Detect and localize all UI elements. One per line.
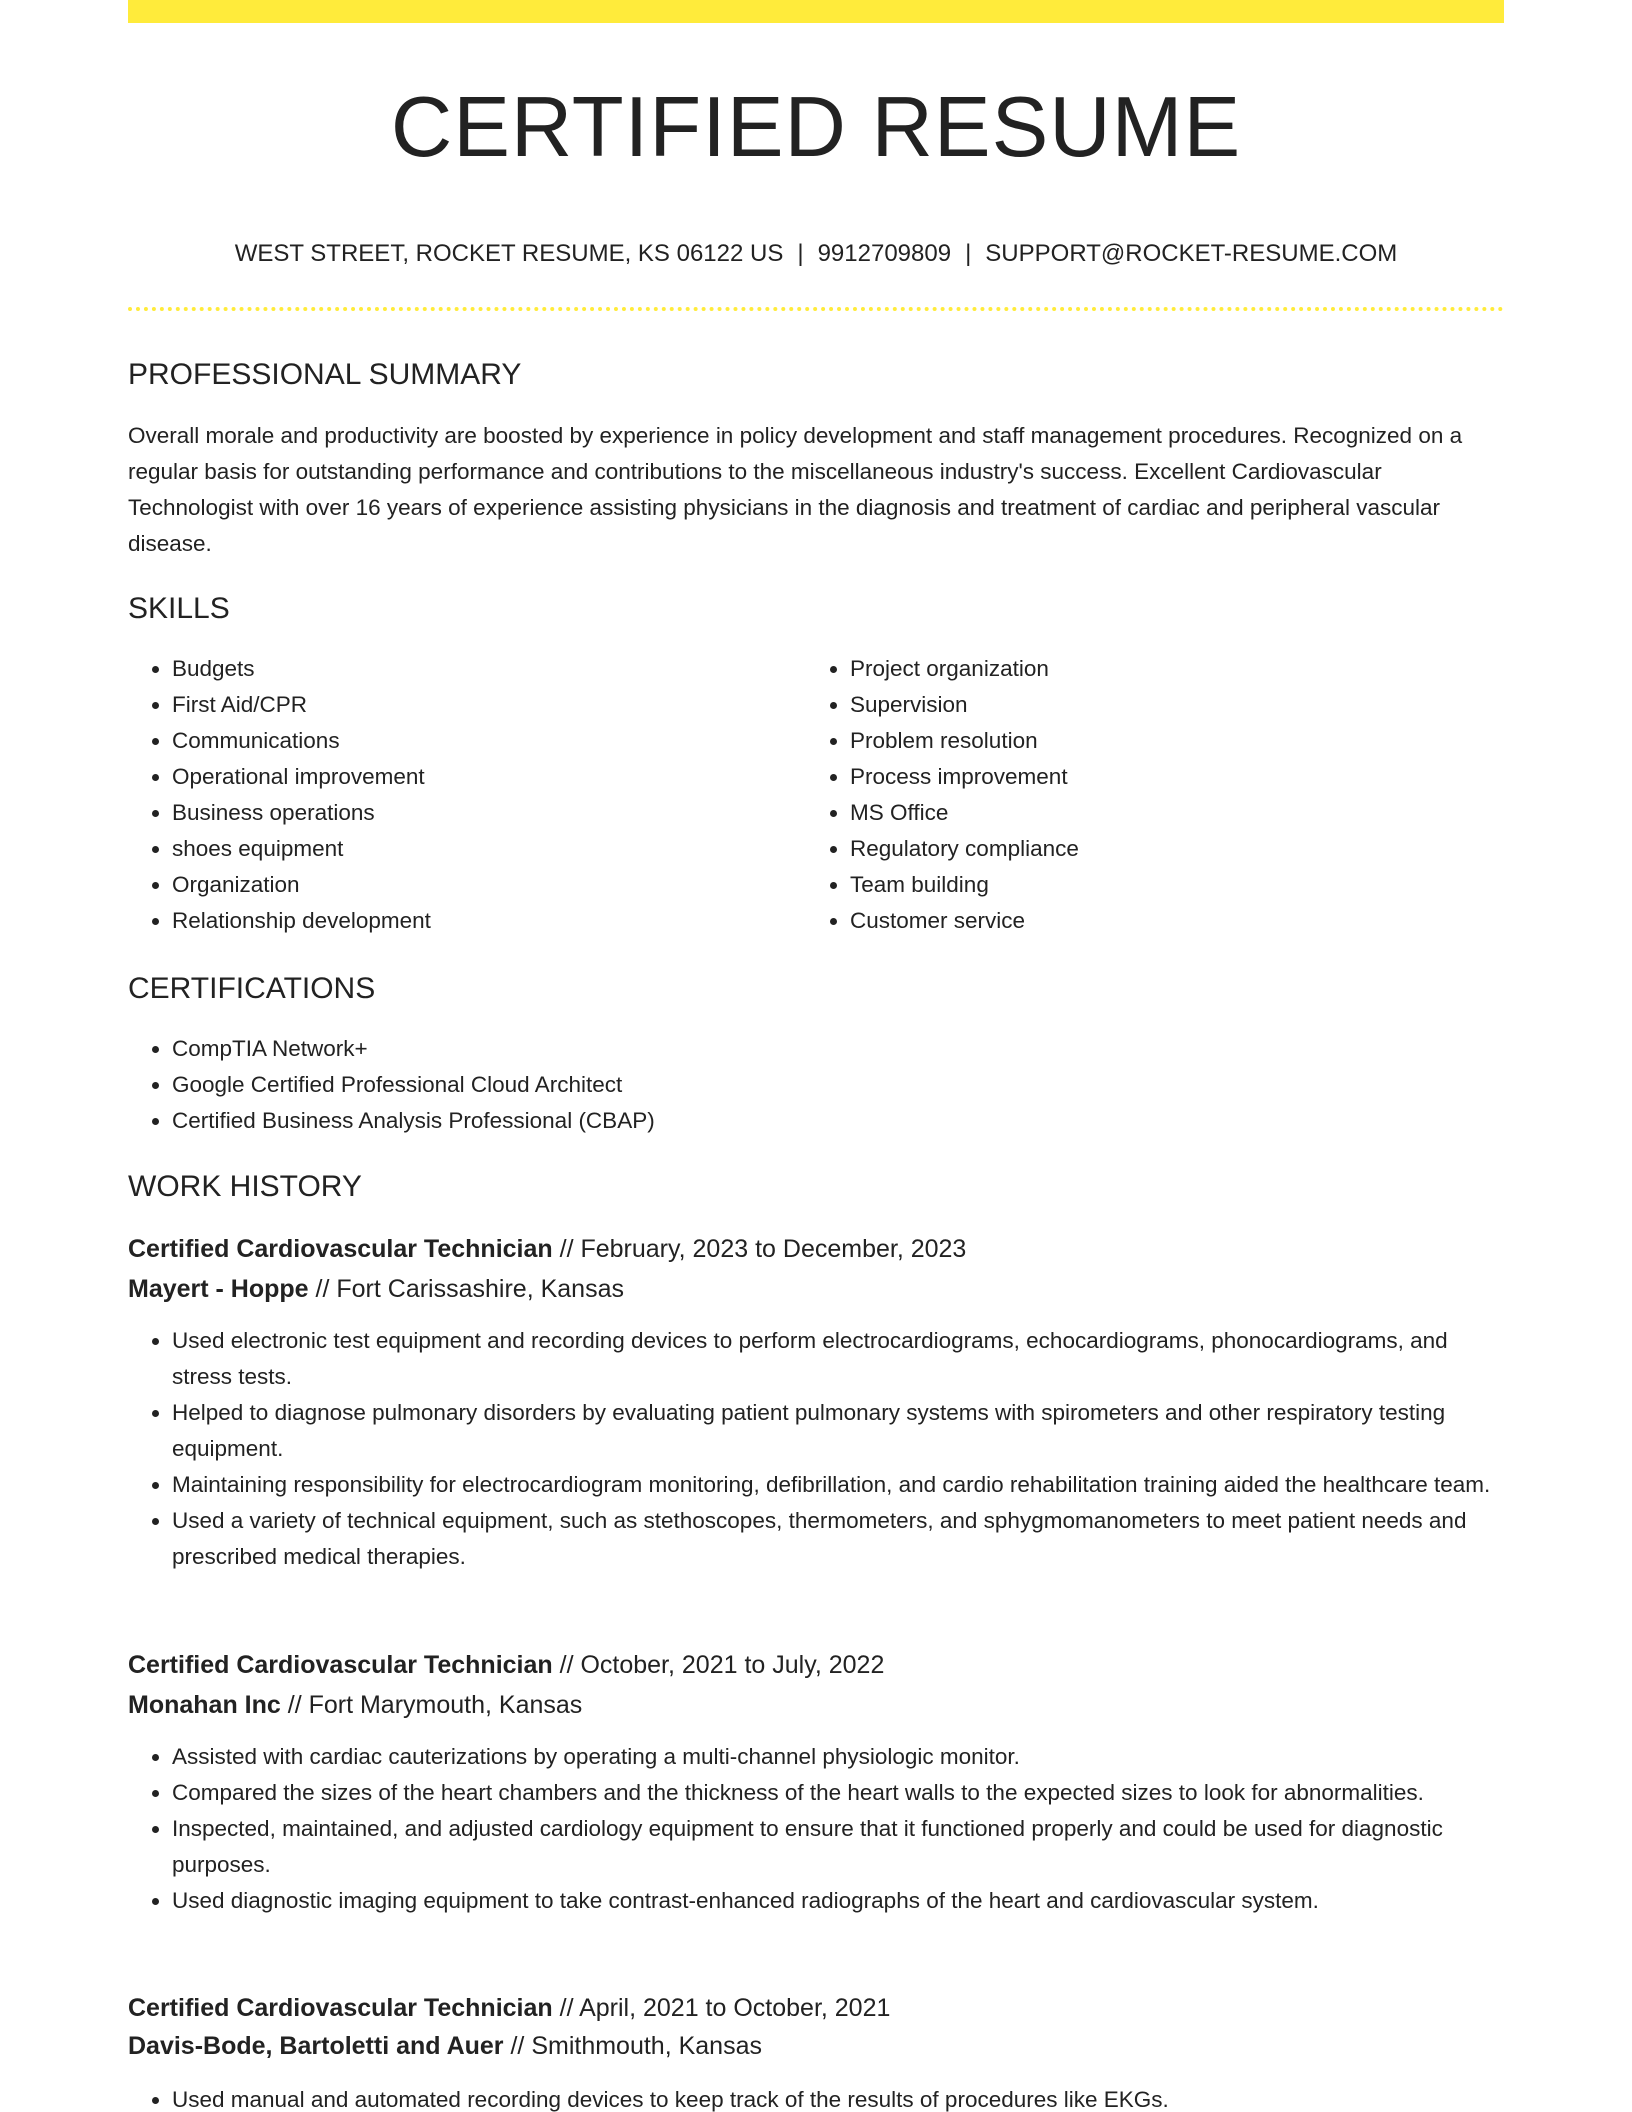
skill-item: • Team building bbox=[850, 867, 1500, 903]
job-role: Certified Cardiovascular Technician bbox=[128, 1994, 553, 2022]
top-accent-bar bbox=[128, 0, 1504, 23]
skill-item: • Customer service bbox=[850, 903, 1500, 939]
job-bullets bbox=[128, 1739, 1504, 1919]
contact-address: WEST STREET, ROCKET RESUME, KS 06122 US bbox=[234, 240, 784, 267]
skills-heading: SKILLS bbox=[128, 592, 230, 625]
job-title-line bbox=[128, 1646, 1504, 1684]
resume-page bbox=[128, 0, 1504, 2112]
job-company: Mayert - Hoppe bbox=[128, 1275, 309, 1303]
contact-line bbox=[128, 238, 1504, 270]
certification-item: • CompTIA Network+ bbox=[172, 1031, 1472, 1067]
skill-item: • shoes equipment bbox=[172, 831, 802, 867]
job-bullets bbox=[128, 2082, 1504, 2112]
job-bullet: • Inspected, maintained, and adjusted cardiology equipment to ensure that it functioned properly and could be used for diagnostic purposes. bbox=[172, 1811, 1504, 1883]
skill-item: • Problem resolution bbox=[850, 723, 1500, 759]
job-location: // Smithmouth, Kansas bbox=[503, 2032, 762, 2060]
skill-item: • Regulatory compliance bbox=[850, 831, 1500, 867]
job-bullet: • Compared the sizes of the heart chambers and the thickness of the heart walls to the expected sizes to look for abnormalities. bbox=[172, 1775, 1504, 1811]
summary-text: Overall morale and productivity are boosted by experience in policy development and staff management procedures. Recognized on a regular basis for outstanding performance and contributions to the miscellaneous industry's success. Excellent Cardiovascular Technologist with over 16 years of experience assisting physicians in the diagnosis and treatment of cardiac and peripheral vascular disease. bbox=[128, 423, 1463, 556]
contact-separator: | bbox=[797, 240, 804, 267]
job-location: // Fort Marymouth, Kansas bbox=[280, 1691, 583, 1719]
contact-separator: | bbox=[965, 240, 972, 267]
job-title-line bbox=[128, 1230, 1504, 1268]
dotted-divider bbox=[128, 307, 1504, 311]
job-dates: // February, 2023 to December, 2023 bbox=[552, 1235, 967, 1263]
skills-list-left bbox=[128, 651, 802, 939]
job-role: Certified Cardiovascular Technician bbox=[128, 1235, 553, 1263]
job-bullet: • Used diagnostic imaging equipment to take contrast-enhanced radiographs of the heart and cardiovascular system. bbox=[172, 1883, 1504, 1919]
skills-list-right bbox=[806, 651, 1500, 939]
skill-item: • Organization bbox=[172, 867, 802, 903]
certification-item: • Google Certified Professional Cloud Architect bbox=[172, 1067, 1472, 1103]
job-bullets bbox=[128, 1323, 1504, 1575]
job-company: Monahan Inc bbox=[128, 1691, 281, 1719]
job-bullet: • Used a variety of technical equipment, such as stethoscopes, thermometers, and sphygmomanometers to meet patient needs and prescribed medical therapies. bbox=[172, 1503, 1504, 1575]
job-role: Certified Cardiovascular Technician bbox=[128, 1651, 553, 1679]
skill-item: • Supervision bbox=[850, 687, 1500, 723]
job-company: Davis-Bode, Bartoletti and Auer bbox=[128, 2032, 504, 2060]
contact-email[interactable]: SUPPORT@ROCKET-RESUME.COM bbox=[985, 240, 1398, 267]
skill-item: • First Aid/CPR bbox=[172, 687, 802, 723]
job-location: // Fort Carissashire, Kansas bbox=[308, 1275, 624, 1303]
job-bullet: • Assisted with cardiac cauterizations by operating a multi-channel physiologic monitor. bbox=[172, 1739, 1504, 1775]
job-company-line bbox=[128, 1270, 1504, 1308]
contact-phone: 9912709809 bbox=[817, 240, 952, 267]
job-bullet: • Helped to diagnose pulmonary disorders by evaluating patient pulmonary systems with spirometers and other respiratory testing equipment. bbox=[172, 1395, 1504, 1467]
skill-item: • MS Office bbox=[850, 795, 1500, 831]
skill-item: • Budgets bbox=[172, 651, 802, 687]
certifications-heading: CERTIFICATIONS bbox=[128, 972, 376, 1005]
skill-item: • Communications bbox=[172, 723, 802, 759]
skill-item: • Process improvement bbox=[850, 759, 1500, 795]
skill-item: • Business operations bbox=[172, 795, 802, 831]
certification-item: • Certified Business Analysis Professional (CBAP) bbox=[172, 1103, 1472, 1139]
resume-name: CERTIFIED RESUME bbox=[390, 80, 1242, 175]
certifications-list bbox=[128, 1031, 1472, 1139]
job-dates: // April, 2021 to October, 2021 bbox=[552, 1994, 891, 2022]
job-bullet: • Used manual and automated recording devices to keep track of the results of procedures like EKGs. bbox=[172, 2082, 1504, 2112]
job-bullet: • Maintaining responsibility for electrocardiogram monitoring, defibrillation, and cardio rehabilitation training aided the healthcare team. bbox=[172, 1467, 1504, 1503]
job-company-line bbox=[128, 2027, 1504, 2065]
summary-heading: PROFESSIONAL SUMMARY bbox=[128, 358, 522, 391]
job-dates: // October, 2021 to July, 2022 bbox=[552, 1651, 885, 1679]
skill-item: • Relationship development bbox=[172, 903, 802, 939]
skill-item: • Operational improvement bbox=[172, 759, 802, 795]
work-history-heading: WORK HISTORY bbox=[128, 1170, 362, 1203]
job-bullet: • Used electronic test equipment and recording devices to perform electrocardiograms, echocardiograms, phonocardiograms, and stress tests. bbox=[172, 1323, 1504, 1395]
job-title-line bbox=[128, 1989, 1504, 2027]
skill-item: • Project organization bbox=[850, 651, 1500, 687]
job-company-line bbox=[128, 1686, 1504, 1724]
